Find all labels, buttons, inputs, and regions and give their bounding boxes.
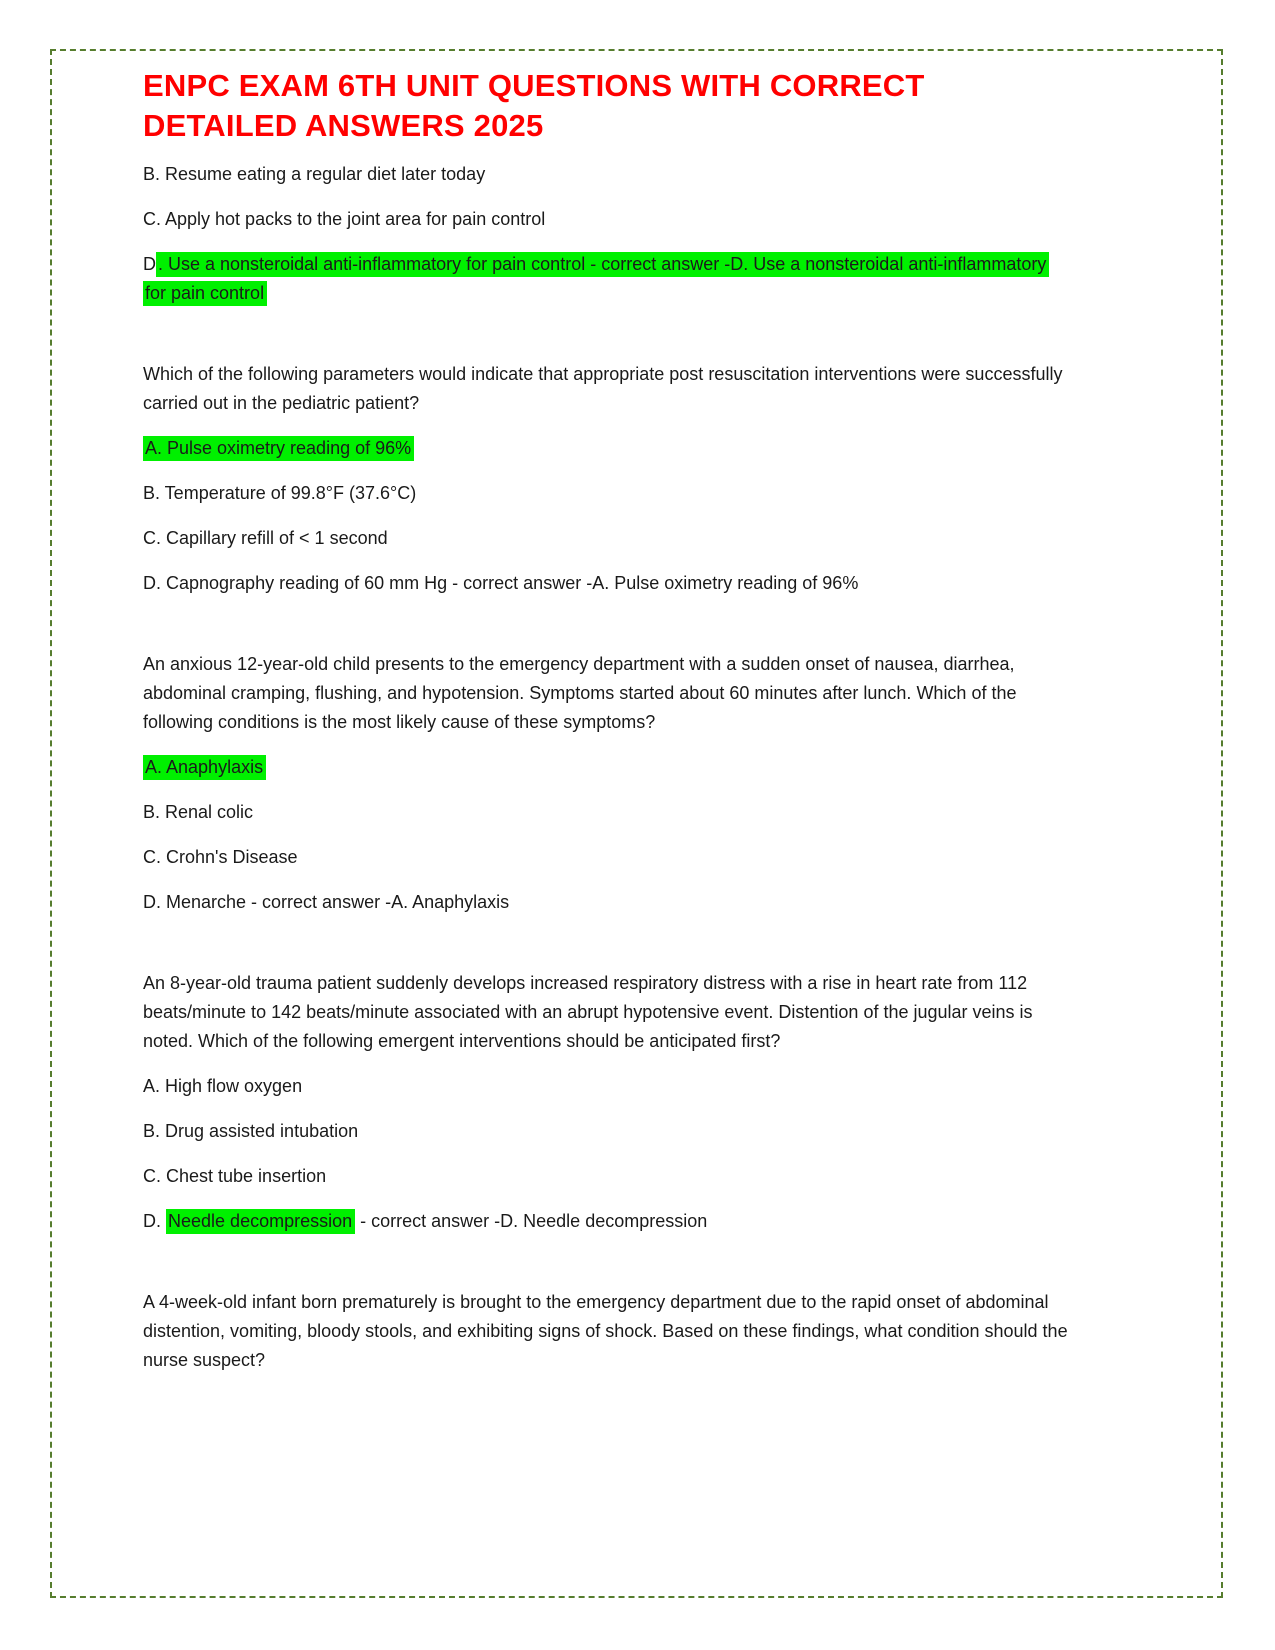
- question-stem: Which of the following parameters would indicate that appropriate post resuscitation interventions were successfully carried out in the pediatric patient?: [143, 364, 1063, 413]
- highlighted-answer: . Use a nonsteroidal anti-inflammatory for pain control - correct answer -D. Use a nonsteroidal anti-inflammatory for pain control: [143, 252, 1049, 306]
- option-line: [143, 524, 1068, 553]
- option-text: A. High flow oxygen: [143, 1076, 303, 1096]
- option-text: B. Temperature of 99.8°F (37.6°C): [143, 483, 417, 503]
- option-line: [143, 753, 1068, 782]
- option-text: C. Crohn's Disease: [143, 847, 298, 867]
- question-stem: An anxious 12-year-old child presents to the emergency department with a sudden onset of nausea, diarrhea, abdominal cramping, flushing, and hypotension. Symptoms started about 60 minutes after lunch. Which of the following conditions is the most likely cause of these symptoms?: [143, 654, 1017, 732]
- option-line: [143, 479, 1068, 508]
- highlighted-answer: Needle decompression: [166, 1209, 355, 1234]
- option-line: [143, 1162, 1068, 1191]
- question-stem: An 8-year-old trauma patient suddenly develops increased respiratory distress with a rise in heart rate from 112 beats/minute to 142 beats/minute associated with an abrupt hypotensive event. Distention of the jugular veins is noted. Which of the following emergent interventions should be anticipated first?: [143, 973, 1033, 1051]
- question-stem: A 4-week-old infant born prematurely is brought to the emergency department due to the rapid onset of abdominal distention, vomiting, bloody stools, and exhibiting signs of shock. Based on these findings, what condition should the nurse suspect?: [143, 1292, 1068, 1370]
- option-text: D. Menarche - correct answer -A. Anaphylaxis: [143, 892, 510, 912]
- highlighted-answer: A. Pulse oximetry reading of 96%: [143, 436, 414, 461]
- option-line: [143, 205, 1068, 234]
- option-line: [143, 1072, 1068, 1101]
- option-line: [143, 1207, 1068, 1236]
- option-text: B. Drug assisted intubation: [143, 1121, 359, 1141]
- option-text: C. Capillary refill of < 1 second: [143, 528, 388, 548]
- option-line: [143, 569, 1068, 598]
- option-line: [143, 888, 1068, 917]
- option-text: D: [143, 254, 156, 274]
- option-text: - correct answer -D. Needle decompression: [355, 1211, 708, 1231]
- option-line: [143, 798, 1068, 827]
- document-title: ENPC EXAM 6TH UNIT QUESTIONS WITH CORRECT DETAILED ANSWERS 2025: [143, 68, 925, 143]
- option-text: B. Resume eating a regular diet later today: [143, 164, 486, 184]
- option-line: [143, 160, 1068, 189]
- option-text: B. Renal colic: [143, 802, 254, 822]
- option-text: C. Apply hot packs to the joint area for pain control: [143, 209, 546, 229]
- option-line: [143, 843, 1068, 872]
- option-line: [143, 434, 1068, 463]
- option-line: [143, 250, 1068, 308]
- option-text: D. Capnography reading of 60 mm Hg - correct answer -A. Pulse oximetry reading of 96%: [143, 573, 859, 593]
- highlighted-answer: A. Anaphylaxis: [143, 755, 266, 780]
- document-content: [143, 66, 1068, 1391]
- option-line: [143, 1117, 1068, 1146]
- option-text: C. Chest tube insertion: [143, 1166, 327, 1186]
- option-text: D.: [143, 1211, 167, 1231]
